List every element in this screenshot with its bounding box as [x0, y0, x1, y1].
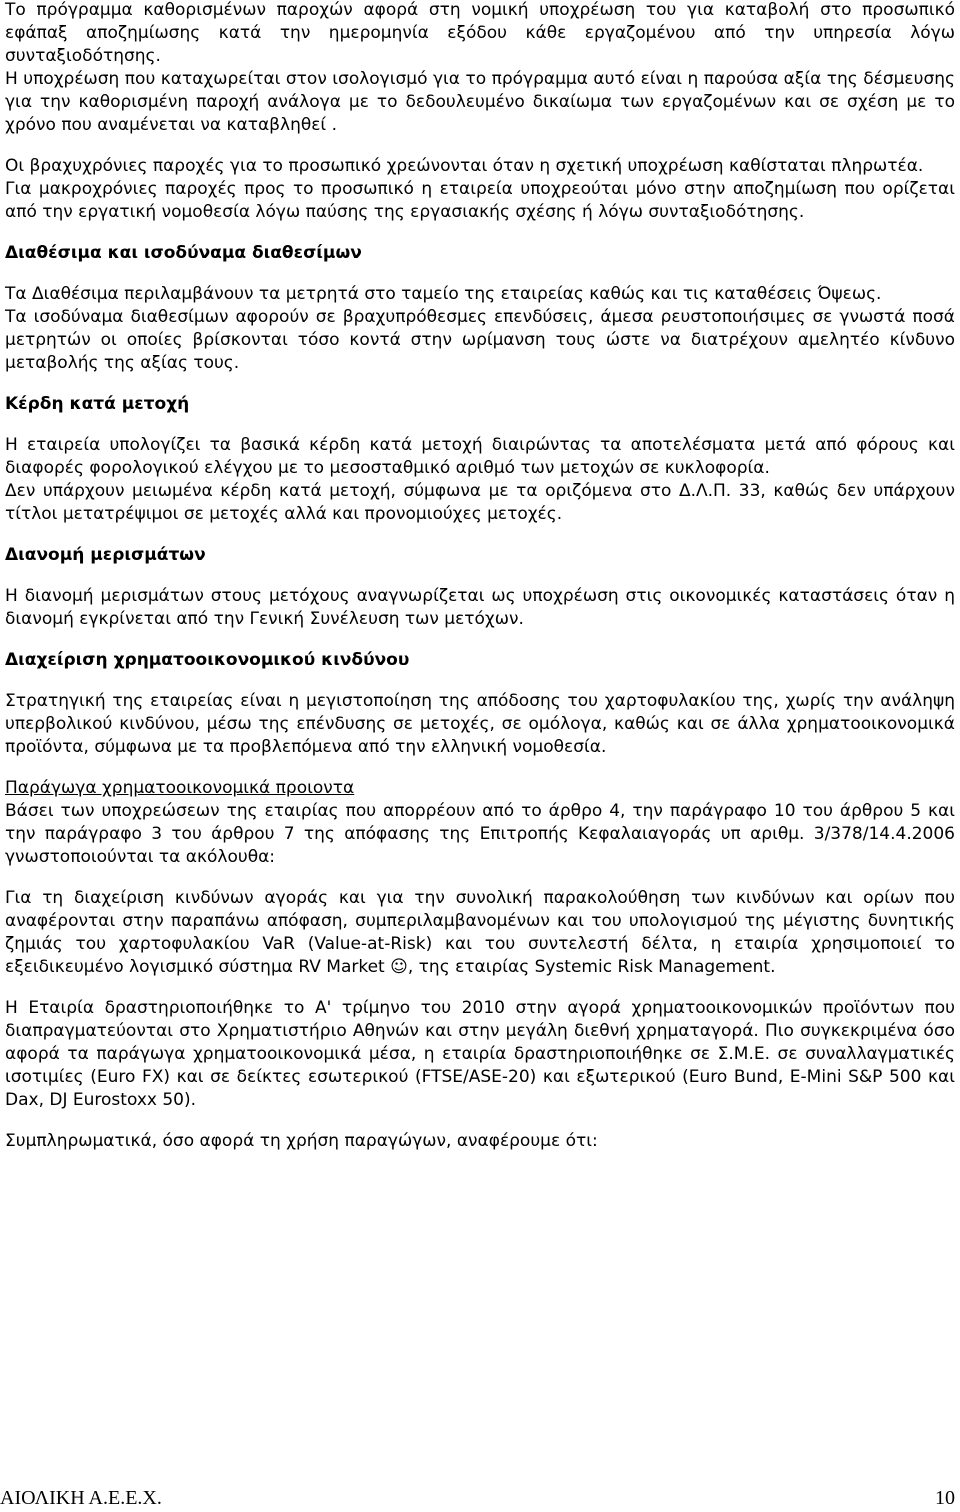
paragraph-eps-diluted: Δεν υπάρχουν μειωμένα κέρδη κατά μετοχή, σύμφωνα με τα οριζόμενα στο Δ.Λ.Π. 33, καθώς δεν υπάρχουν τίτλοι μετατρέψιμοι σε μετοχές αλλά και προνομιούχες μετοχές.: [5, 481, 955, 524]
smiley-icon: ☺: [390, 957, 408, 977]
paragraph-cash-equivalents: Τα ισοδύναμα διαθεσίμων αφορούν σε βραχυπρόθεσμες επενδύσεις, άμεσα ρευστοποιήσιμες σε γνωστά ποσά μετρητών οι οποίες βρίσκονται τόσο κοντά στην ωρίμανση τους ώστε να διατρέχουν αμελητέο κίνδυνο μεταβολής της αξίας τους.: [5, 307, 955, 373]
subheading-derivatives: [5, 777, 955, 800]
paragraph-derivatives-activity: Η Εταιρία δραστηριοποιήθηκε το Α' τρίμηνο του 2010 στην αγορά χρηματοοικονομικών προϊόντων που διαπραγματεύονται στο Χρηματιστήριο Αθηνών και στην μεγάλη διεθνή χρηματαγορά. Πιο συγκεκριμένα όσο αφορά τα παράγωγα χρηματοοικονομικά μέσα, η εταιρία δραστηριοποιήθηκε σε Σ.Μ.Ε. σε συναλλαγματικές ισοτιμίες (Euro FX) και σε δείκτες εσωτερικού (FTSE/ASE-20) και εξωτερικού (Euro Bund, E-Mini S&P 500 και Dax, DJ Eurostoxx 50).: [5, 998, 955, 1110]
paragraph-obligation: Η υποχρέωση που καταχωρείται στον ισολογισμό για το πρόγραμμα αυτό είναι η παρούσα αξία της δέσμευσης για την καθορισμένη παροχή ανάλογα με το δεδουλευμένο δικαίωμα των εργαζομένων και σε σχέση με το χρόνο που αναμένεται να καταβληθεί .: [5, 69, 955, 135]
footer-page-number: 10: [935, 1487, 955, 1509]
heading-cash-equivalents: Διαθέσιμα και ισοδύναμα διαθεσίμων: [5, 243, 362, 263]
footer-company: ΑΙΟΛΙΚΗ Α.Ε.Ε.Χ.: [0, 1487, 162, 1509]
heading-earnings-per-share: Κέρδη κατά μετοχή: [5, 394, 190, 414]
document-page: [5, 0, 955, 1153]
paragraph-risk-software: [5, 887, 955, 979]
heading-dividends: Διανομή μερισμάτων: [5, 545, 206, 565]
paragraph-cash: Τα Διαθέσιμα περιλαμβάνουν τα μετρητά στο ταμείο της εταιρείας καθώς και τις καταθέσεις Όψεως.: [5, 284, 882, 304]
paragraph-short-term-benefits: Οι βραχυχρόνιες παροχές για το προσωπικό χρεώνονται όταν η σχετική υποχρέωση καθίσταται πληρωτέα.: [5, 156, 924, 176]
paragraph-regulation: Βάσει των υποχρεώσεων της εταιρίας που απορρέουν από το άρθρο 4, την παράγραφο 10 του άρθρου 5 και την παράγραφο 3 του άρθρου 7 της απόφασης της Επιτροπής Κεφαλαιαγοράς υπ αριθμ. 3/378/14.4.2006 γνωστοποιούνται τα ακόλουθα:: [5, 801, 955, 867]
subheading-derivatives-text: Παράγωγα χρηματοοικονομικά προιοντα: [5, 778, 355, 798]
paragraph-supplementary: Συμπληρωματικά, όσο αφορά τη χρήση παραγώγων, αναφέρουμε ότι:: [5, 1131, 598, 1151]
paragraph-risk-strategy: Στρατηγική της εταιρείας είναι η μεγιστοποίηση της απόδοσης του χαρτοφυλακίου της, χωρίς την ανάληψη υπερβολικού κινδύνου, μέσω της επένδυσης σε μετοχές, σε ομόλογα, καθώς και σε άλλα χρηματοοικονομικά προϊόντα, σύμφωνα με τα προβλεπόμενα από την ελληνική νομοθεσία.: [5, 691, 955, 757]
paragraph-risk-software-tail: , της εταιρίας Systemic Risk Management.: [407, 957, 776, 977]
paragraph-long-term-benefits: Για μακροχρόνιες παροχές προς το προσωπικό η εταιρεία υποχρεούται μόνο στην αποζημίωση που ορίζεται από την εργατική νομοθεσία λόγω παύσης της εργασιακής σχέσης ή λόγω συνταξιοδότησης.: [5, 179, 955, 222]
paragraph-eps-basic: Η εταιρεία υπολογίζει τα βασικά κέρδη κατά μετοχή διαιρώντας τα αποτελέσματα μετά από φόρους και διαφορές φορολογικού ελέγχου με το μεσοσταθμικό αριθμό των μετοχών σε κυκλοφορία.: [5, 435, 955, 478]
paragraph-risk-software-text: Για τη διαχείριση κινδύνων αγοράς και για την συνολική παρακολούθηση των κινδύνων και ορίων που αναφέρονται στην παραπάνω απόφαση, συμπεριλαμβανομένων και του υπολογισμού της μέγιστης δυνητικής ζημιάς του χαρτοφυλακίου VaR (Value-at-Risk) και του συντελεστή δέλτα, η εταιρία χρησιμοποιεί το εξειδικευμένο λογισμικό σύστημα RV Market: [5, 888, 955, 977]
paragraph-pension-plan: Το πρόγραμμα καθορισμένων παροχών αφορά στη νομική υποχρέωση του για καταβολή στο προσωπικό εφάπαξ αποζημίωσης κατά την ημερομηνία εξόδου κάθε εργαζομένου από την υπηρεσία λόγω συνταξιοδότησης.: [5, 0, 955, 66]
heading-financial-risk: Διαχείριση χρηματοοικονομικού κινδύνου: [5, 650, 410, 670]
paragraph-dividends: Η διανομή μερισμάτων στους μετόχους αναγνωρίζεται ως υποχρέωση στις οικονομικές καταστάσεις όταν η διανομή εγκρίνεται από την Γενική Συνέλευση των μετόχων.: [5, 586, 955, 629]
